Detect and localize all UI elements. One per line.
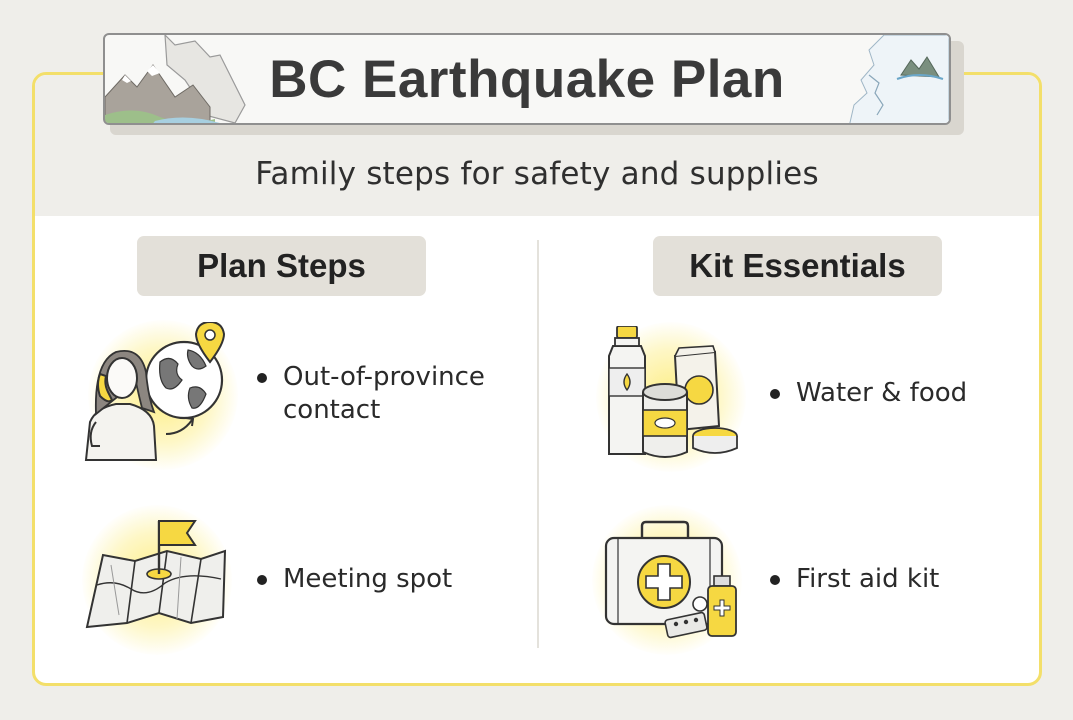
bullet [257,373,267,383]
item-label: Water & food [796,378,968,408]
item-label: First aid kit [796,564,940,594]
map-flag-icon [85,515,230,633]
water-food-icon [603,326,743,462]
column-divider [537,240,539,648]
section-label-plan-steps: Plan Steps [137,236,426,296]
subtitle: Family steps for safety and supplies [255,156,819,192]
bullet [257,575,267,585]
phone-call-globe-icon [82,322,232,462]
section-label-kit-essentials: Kit Essentials [653,236,942,296]
item-label: Out-of-province contact [283,362,485,425]
page-title: BC Earthquake Plan [269,49,785,109]
bullet [770,575,780,585]
item-label: Meeting spot [283,564,453,594]
first-aid-kit-icon [604,520,744,640]
bullet [770,389,780,399]
title-banner [103,33,951,125]
